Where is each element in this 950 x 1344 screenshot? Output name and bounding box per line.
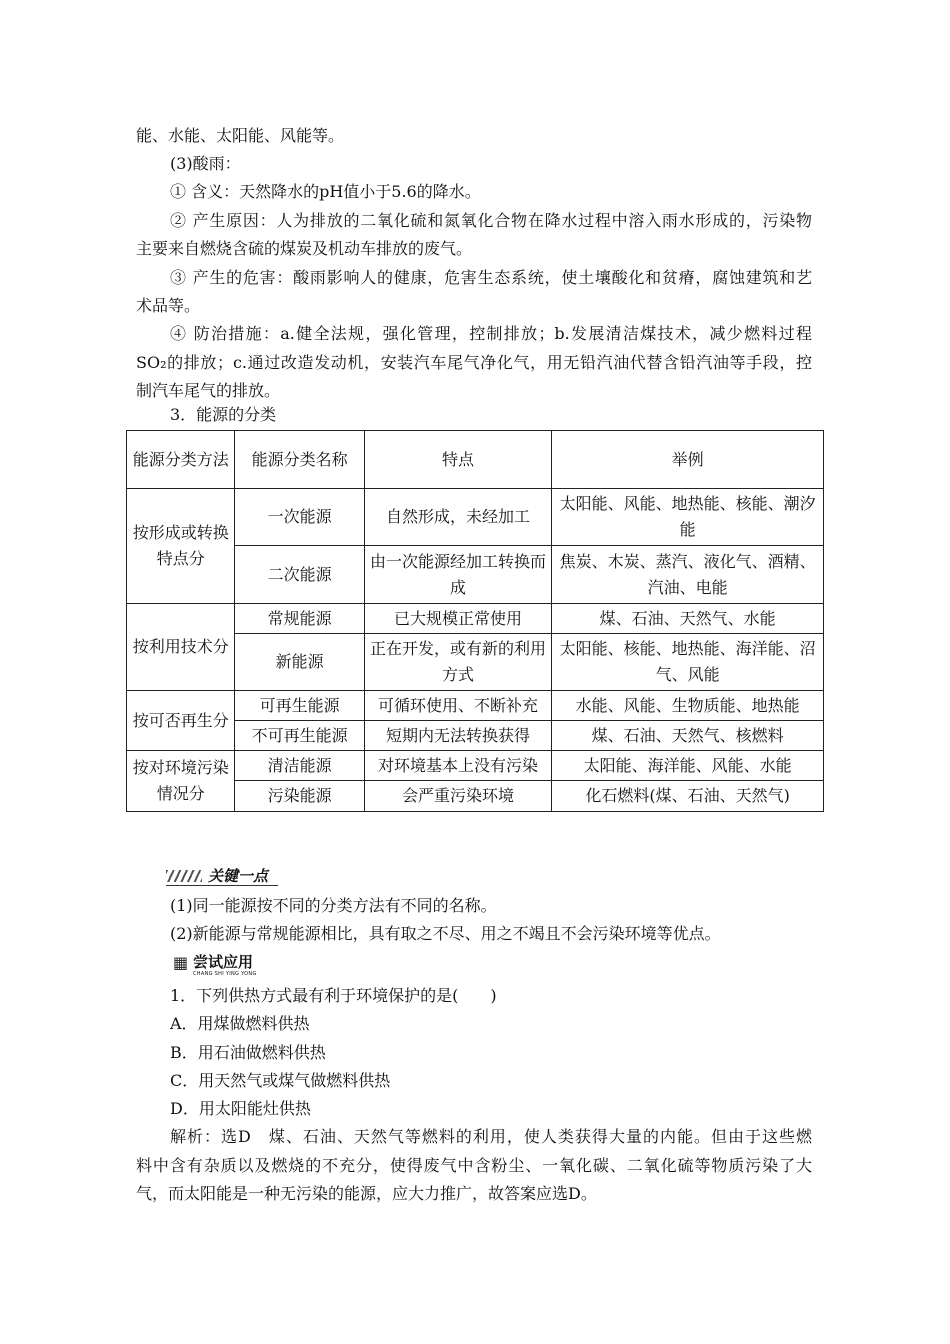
name-cell: 二次能源 [235, 546, 364, 604]
feature-cell: 对环境基本上没有污染 [364, 751, 551, 781]
option-d: D．用太阳能灶供热 [170, 1099, 311, 1118]
hatch-decoration [166, 870, 202, 882]
option-a: A．用煤做燃料供热 [170, 1014, 310, 1033]
method-cell: 按形成或转换特点分 [127, 489, 235, 604]
feature-cell: 正在开发，或有新的利用方式 [364, 634, 551, 691]
cause-line-1: ② 产生原因：人为排放的二氧化硫和氮氧化合物在降水过程中溶入雨水形成的，污染物 [170, 211, 812, 230]
feature-cell: 会严重污染环境 [364, 781, 551, 812]
text-line: 能、水能、太阳能、风能等。 [136, 126, 345, 145]
name-cell: 可再生能源 [235, 691, 364, 721]
key-point-2: (2)新能源与常规能源相比，具有取之不尽、用之不竭且不会污染环境等优点。 [170, 924, 721, 943]
name-cell: 一次能源 [235, 489, 364, 546]
method-cell: 按可否再生分 [127, 691, 235, 751]
measure-line-3: 制汽车尾气的排放。 [136, 381, 281, 400]
try-apply-heading [173, 954, 263, 978]
analysis-line-1: 解析：选D 煤、石油、天然气等燃料的利用，使人类获得大量的内能。但由于这些燃 [170, 1127, 812, 1146]
table-row [127, 604, 824, 634]
table-row [127, 489, 824, 546]
table-header-cell: 举例 [552, 431, 824, 489]
measure-line-1: ④ 防治措施：a.健全法规，强化管理，控制排放；b.发展清洁煤技术，减少燃料过程 [170, 324, 812, 343]
energy-classification-table [126, 430, 824, 812]
table-header-cell: 特点 [364, 431, 551, 489]
key-point-heading [166, 866, 278, 886]
example-cell: 焦炭、木炭、蒸汽、液化气、酒精、汽油、电能 [552, 546, 824, 604]
option-c: C．用天然气或煤气做燃料供热 [170, 1071, 391, 1090]
example-cell: 太阳能、海洋能、风能、水能 [552, 751, 824, 781]
example-cell: 太阳能、风能、地热能、核能、潮汐能 [552, 489, 824, 546]
name-cell: 新能源 [235, 634, 364, 691]
analysis-line-3: 气，而太阳能是一种无污染的能源，应大力推广，故答案应选D。 [136, 1184, 597, 1203]
table-header-cell: 能源分类名称 [235, 431, 364, 489]
example-cell: 煤、石油、天然气、水能 [552, 604, 824, 634]
example-cell: 煤、石油、天然气、核燃料 [552, 721, 824, 751]
measure-line-2: SO₂的排放；c.通过改造发动机，安装汽车尾气净化气，用无铅汽油代替含铅汽油等手段，控 [136, 353, 812, 372]
grid-icon: ▦ [173, 953, 189, 972]
table-header-cell: 能源分类方法 [127, 431, 235, 489]
section-heading: 3．能源的分类 [170, 405, 277, 424]
heading-underline [166, 885, 278, 886]
name-cell: 污染能源 [235, 781, 364, 812]
harm-line-1: ③ 产生的危害：酸雨影响人的健康，危害生态系统，使土壤酸化和贫瘠，腐蚀建筑和艺 [170, 268, 812, 287]
feature-cell: 自然形成，未经加工 [364, 489, 551, 546]
try-apply-subtitle: CHANG SHI YING YONG [193, 971, 257, 977]
option-b: B．用石油做燃料供热 [170, 1043, 326, 1062]
example-cell: 太阳能、核能、地热能、海洋能、沼气、风能 [552, 634, 824, 691]
example-cell: 化石燃料(煤、石油、天然气) [552, 781, 824, 812]
method-cell: 按对环境污染情况分 [127, 751, 235, 812]
method-cell: 按利用技术分 [127, 604, 235, 691]
table-header-row [127, 431, 824, 489]
example-cell: 水能、风能、生物质能、地热能 [552, 691, 824, 721]
cause-line-2: 主要来自燃烧含硫的煤炭及机动车排放的废气。 [136, 239, 473, 258]
key-point-1: (1)同一能源按不同的分类方法有不同的名称。 [170, 896, 497, 915]
feature-cell: 可循环使用、不断补充 [364, 691, 551, 721]
key-point-title: 关键一点 [208, 867, 269, 885]
table-row [127, 751, 824, 781]
acid-rain-heading: (3)酸雨： [170, 154, 241, 173]
table-row [127, 691, 824, 721]
name-cell: 不可再生能源 [235, 721, 364, 751]
name-cell: 常规能源 [235, 604, 364, 634]
name-cell: 清洁能源 [235, 751, 364, 781]
feature-cell: 由一次能源经加工转换而成 [364, 546, 551, 604]
harm-line-2: 术品等。 [136, 296, 201, 315]
feature-cell: 短期内无法转换获得 [364, 721, 551, 751]
try-apply-title: 尝试应用 [193, 953, 254, 971]
question-text: 1．下列供热方式最有利于环境保护的是( ) [170, 986, 497, 1005]
feature-cell: 已大规模正常使用 [364, 604, 551, 634]
definition-line: ① 含义：天然降水的pH值小于5.6的降水。 [170, 182, 481, 201]
analysis-line-2: 料中含有杂质以及燃烧的不充分，使得废气中含粉尘、一氧化碳、二氧化硫等物质污染了大 [136, 1156, 812, 1175]
